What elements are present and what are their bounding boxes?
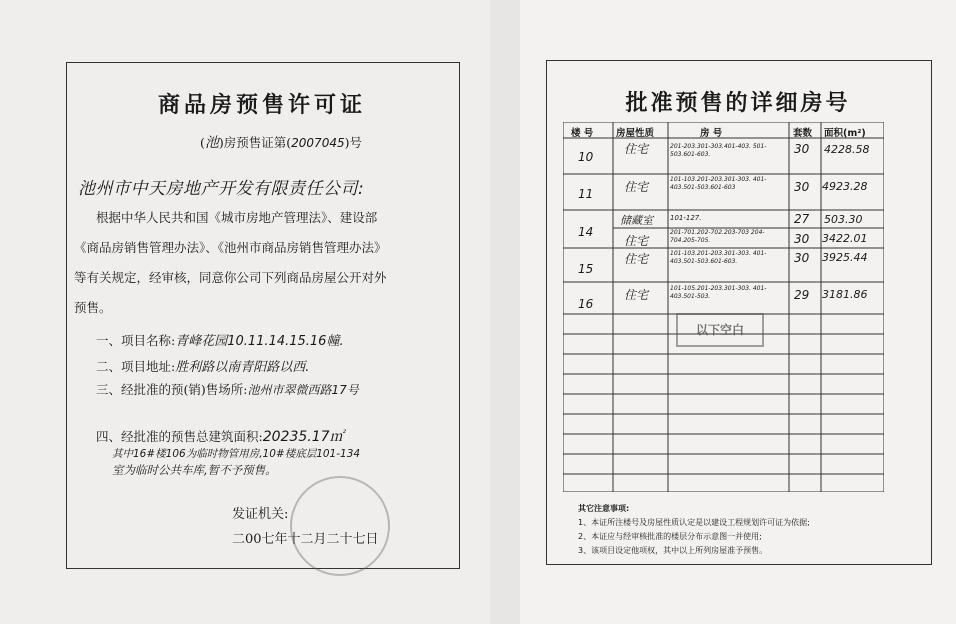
- notes-title: 其它注意事项:: [578, 504, 630, 513]
- row-building: 11: [578, 187, 594, 201]
- item-total-area: 四、经批准的预售总建筑面积:20235.17㎡: [96, 429, 344, 445]
- row-area: 3181.86: [822, 288, 868, 301]
- row-area: 4228.58: [824, 143, 870, 156]
- header-area: 面积(m²): [824, 128, 866, 139]
- row-count: 30: [794, 180, 810, 194]
- row-rooms: 201-701.202-702.203-703 204-704.205-705.: [670, 229, 765, 244]
- row-rooms: 101-127.: [670, 214, 702, 222]
- header-building: 楼 号: [571, 128, 594, 139]
- body-line-3: 等有关规定，经审核，同意你公司下列商品房屋公开对外: [74, 270, 387, 285]
- row-type: 住宅: [624, 234, 649, 248]
- row-type: 住宅: [624, 288, 649, 302]
- row-area: 3422.01: [822, 232, 868, 245]
- row-rooms: 201-203.301-303.401-403. 501-503.601-603.: [670, 143, 767, 158]
- note-2: 2、本证应与经审核批准的楼层分布示意图一并使用;: [578, 532, 762, 541]
- row-area: 503.30: [824, 213, 863, 226]
- row-building: 15: [578, 262, 594, 276]
- note-3: 3、该项目设定他项权，其中以上所列房屋准予预售。: [578, 546, 768, 555]
- item-total-area-note-1: 其中16#楼106为临时物管用房,10#楼底层101-134: [112, 448, 361, 460]
- blank-below-stamp: 以下空白: [676, 313, 764, 347]
- row-type: 住宅: [624, 142, 649, 156]
- row-count: 27: [794, 212, 810, 226]
- header-rooms: 房 号: [700, 128, 723, 139]
- body-line-2: 《商品房销售管理办法》、《池州市商品房销售管理办法》: [74, 240, 387, 255]
- row-building: 14: [578, 225, 594, 239]
- row-type: 住宅: [624, 180, 649, 194]
- row-building: 10: [578, 150, 594, 164]
- header-type: 房屋性质: [616, 128, 655, 139]
- row-rooms: 101-103.201-203.301-303. 401-403.501-503.601-603: [670, 176, 767, 191]
- header-count: 套数: [793, 128, 813, 139]
- body-line-1: 根据中华人民共和国《城市房地产管理法》、建设部: [96, 210, 378, 225]
- row-type: 住宅: [624, 252, 649, 266]
- note-1: 1、本证所注楼号及房屋性质认定是以建设工程规划许可证为依据;: [578, 518, 810, 527]
- row-rooms: 101-103.201-203.301-303. 401-403.501-503.601-603.: [670, 250, 767, 265]
- company-name: 池州市中天房地产开发有限责任公司:: [78, 179, 365, 199]
- official-seal: [290, 476, 390, 576]
- row-area: 3925.44: [822, 251, 868, 264]
- row-count: 29: [794, 288, 810, 302]
- row-building: 16: [578, 297, 594, 311]
- item-project-address: 二、项目地址:胜利路以南青阳路以西.: [96, 359, 310, 375]
- issuer-label: 发证机关:: [232, 507, 289, 522]
- row-type: 储藏室: [620, 214, 653, 227]
- body-line-4: 预售。: [74, 300, 112, 315]
- row-count: 30: [794, 142, 810, 156]
- row-count: 30: [794, 232, 810, 246]
- item-sales-location: 三、经批准的预(销)售场所:池州市翠微西路17号: [96, 382, 359, 397]
- row-rooms: 101-105.201-203.301-303. 401-403.501-503.: [670, 285, 767, 300]
- item-project-name: 一、项目名称:青峰花园10.11.14.15.16幢.: [96, 333, 344, 349]
- detail-title: 批准预售的详细房号: [625, 91, 851, 116]
- row-count: 30: [794, 251, 810, 265]
- row-area: 4923.28: [822, 180, 868, 193]
- certificate-title: 商品房预售许可证: [157, 93, 366, 118]
- certificate-number: (池)房预售证第(2007045)号: [200, 135, 362, 151]
- issue-date: 二00七年十二月二十七日: [232, 532, 379, 547]
- item-total-area-note-2: 室为临时公共车库,暂不予预售。: [112, 463, 277, 477]
